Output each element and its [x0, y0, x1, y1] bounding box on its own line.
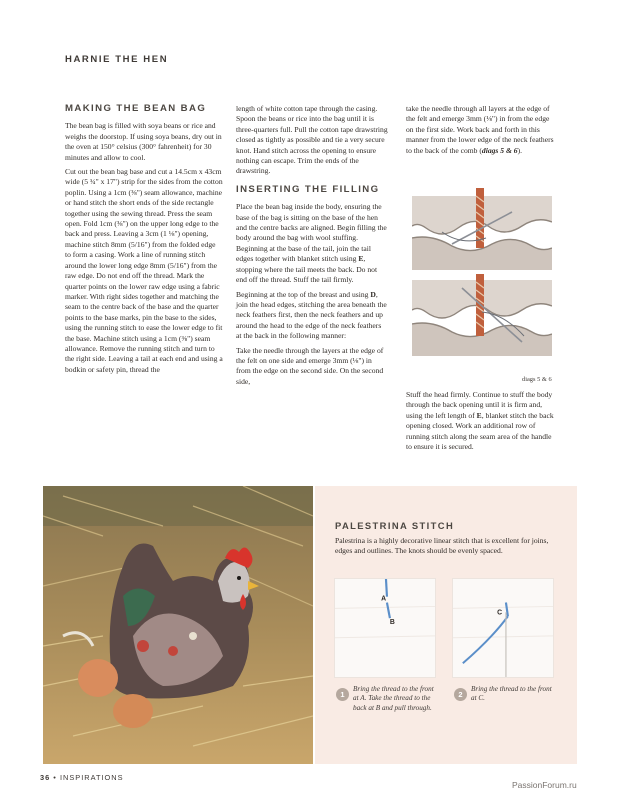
step-2-text: Bring the thread to the front at C.: [471, 685, 552, 703]
filling-paragraph-1: [236, 202, 388, 285]
diagram-reference: diags 5 & 6: [481, 145, 518, 155]
thread-code: E: [476, 410, 482, 420]
filling-paragraph-3: Take the needle through the layers at the edge of the felt on one side and emerge 3mm (⅛") in from the edge on the second side. On the second side,: [236, 345, 384, 386]
text-run: Place the bean bag inside the body, ensuring the base of the bag is sitting on the base of the hen and the centre backs are aligned. Begin filling the body around the bag with wool stuffing. Beginning at the base of the tail, join the tail edges together with blanket stitch using: [236, 202, 387, 264]
egg: [78, 659, 118, 697]
point-b-label: B: [389, 619, 395, 627]
diagram-caption: diags 5 & 6: [522, 376, 552, 383]
step-number-badge: 1: [336, 688, 349, 701]
column-filling-cont: [406, 104, 556, 160]
thread: [386, 579, 387, 597]
footer-section: INSPIRATIONS: [59, 773, 124, 782]
egg: [113, 694, 153, 728]
bean-bag-paragraph-2: Cut out the bean bag base and cut a 14.5cm x 43cm wide (5 ¾" x 17") strip for the sides from the cotton poplin. Using a 1cm (⅜") seam allowance, machine or hand stitch the short ends of the side rectangle together using the sewing thread. Press the seam open. Fold 1cm (⅜") on the upper long edge to the back and press. Leaving a 3cm (1 ⅛") opening, machine stitch 8mm (5/16") from the folded edge to form a casing. Work a line of running stitch around the lower long edge 8mm (5/16") from the raw edge. Do not end off the thread. Mark the quarter points on the lower raw edge using a fabric marker. With right sides together and matching the seam to the centre back of the base and the quarter points to the base marks, pin the base to the sides, using the running stitch to ease the lower edge to fit the base. Machine stitch using a 1cm (⅜") seam allowance. Remove the running stitch and turn to the right side. Leaving a tail at each end and using a bodkin or safety pin, thread the: [65, 167, 223, 374]
page-number: 36: [40, 773, 51, 782]
text-run: take the needle through all layers at the edge of the felt and emerge 3mm (⅛") in from the edge on the first side. Work back and forth in this manner from the lower edge of the neck feathers to the back of the comb (: [406, 104, 554, 155]
page-footer: [40, 773, 124, 782]
filling-heading: INSERTING THE FILLING: [236, 183, 380, 195]
watermark: PassionForum.ru: [512, 780, 577, 790]
thread-code: D: [370, 289, 376, 299]
diagram-6: [412, 272, 552, 356]
text-run: ).: [517, 145, 523, 155]
filling-paragraph-5: [406, 390, 556, 452]
step-2-illustration: [452, 578, 554, 678]
text-run: , blanket stitch the back opening closed. Work an additional row of running stitch along the seam area of the handle to ensure it is secured.: [406, 410, 554, 452]
column-filling-end: [406, 390, 556, 456]
column-bean-bag: [65, 104, 223, 379]
point-a-label: A: [381, 595, 387, 603]
step-1-illustration: [334, 578, 436, 678]
hen-photo: [43, 486, 313, 764]
palestrina-intro: Palestrina is a highly decorative linear stitch that is excellent for joins, edges and outlines. The knots should be evenly spaced.: [335, 536, 549, 556]
diagram-5: [412, 186, 552, 270]
text-run: Stuff the head firmly. Continue to stuff the body through the back opening until it is firm and, using the left length of: [406, 390, 553, 420]
step-1-text: Bring the thread to the front at A. Take the thread to the back at B and pull through.: [353, 685, 434, 712]
text-run: Beginning at the top of the breast and using: [236, 289, 371, 299]
footer-separator: •: [53, 773, 57, 782]
filling-paragraph-4: [406, 104, 556, 156]
point-c-label: C: [497, 609, 503, 617]
palestrina-heading: PALESTRINA STITCH: [335, 520, 455, 531]
text-run: , join the head edges, stitching the area beneath the neck feathers first, then the neck feathers and up around the head to the edge of the neck feathers at the back in the following manner:: [236, 289, 387, 341]
text-run: , stopping where the tail meets the back. Do not end off the thread. Stuff the tail firmly.: [236, 254, 378, 285]
filling-paragraph-2: [236, 290, 388, 342]
column-filling: [236, 104, 388, 391]
bean-bag-paragraph-1: The bean bag is filled with soya beans or rice and weighs the doorstop. If using soya beans, dry out in the oven at 150° celsius (300° fahrenheit) for 30 minutes and allow to cool.: [65, 121, 222, 162]
palestrina-panel: [315, 486, 577, 764]
step-number-badge: 2: [454, 688, 467, 701]
bean-bag-heading: MAKING THE BEAN BAG: [65, 103, 207, 114]
thread-code: E: [358, 254, 364, 264]
page-header: HARNIE THE HEN: [65, 54, 169, 65]
bean-bag-paragraph-3: length of white cotton tape through the casing. Spoon the beans or rice into the bag until it is three-quarters full. Pull the cotton tape drawstring closed as tightly as possible and tie a very secure knot. Hand stitch across the opening to ensure nothing can escape. Trim the ends of the drawstring.: [236, 104, 388, 176]
